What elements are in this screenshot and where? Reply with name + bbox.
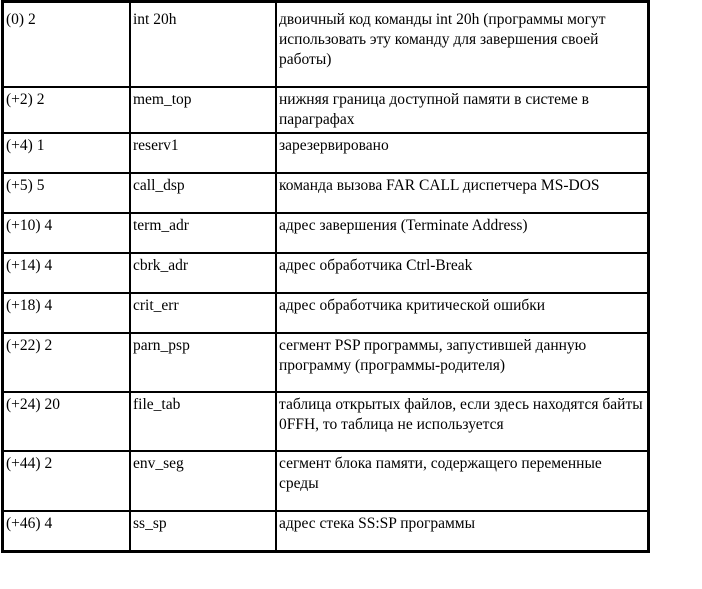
offset-cell: (+18) 4 xyxy=(3,293,130,333)
offset-cell: (+22) 2 xyxy=(3,333,130,392)
field-name-cell: env_seg xyxy=(130,451,276,511)
offset-cell: (+14) 4 xyxy=(3,253,130,293)
field-name-cell: parn_psp xyxy=(130,333,276,392)
offset-cell: (0) 2 xyxy=(3,2,130,87)
description-cell: адрес стека SS:SP программы xyxy=(276,511,648,551)
field-name-cell: file_tab xyxy=(130,392,276,451)
offset-cell: (+44) 2 xyxy=(3,451,130,511)
field-name-cell: call_dsp xyxy=(130,173,276,213)
description-cell: сегмент PSP программы, запустившей данную программу (программы-родителя) xyxy=(276,333,648,392)
table-row xyxy=(3,253,648,293)
table-row xyxy=(3,293,648,333)
table-row xyxy=(3,392,648,451)
description-cell: команда вызова FAR CALL диспетчера MS-DOS xyxy=(276,173,648,213)
table-row xyxy=(3,173,648,213)
description-cell: двоичный код команды int 20h (программы могут использовать эту команду для завершения своей работы) xyxy=(276,2,648,87)
description-cell: адрес обработчика критической ошибки xyxy=(276,293,648,333)
table-row xyxy=(3,2,648,87)
table-row xyxy=(3,451,648,511)
table-row xyxy=(3,213,648,253)
document-body xyxy=(1,0,650,553)
offset-cell: (+2) 2 xyxy=(3,87,130,133)
table-row xyxy=(3,333,648,392)
field-name-cell: cbrk_adr xyxy=(130,253,276,293)
psp-structure-table xyxy=(1,0,650,553)
description-cell: таблица открытых файлов, если здесь находятся байты 0FFH, то таблица не используется xyxy=(276,392,648,451)
offset-cell: (+5) 5 xyxy=(3,173,130,213)
offset-cell: (+24) 20 xyxy=(3,392,130,451)
description-cell: адрес обработчика Ctrl-Break xyxy=(276,253,648,293)
offset-cell: (+46) 4 xyxy=(3,511,130,551)
offset-cell: (+10) 4 xyxy=(3,213,130,253)
field-name-cell: crit_err xyxy=(130,293,276,333)
table-row xyxy=(3,511,648,551)
field-name-cell: mem_top xyxy=(130,87,276,133)
description-cell: зарезервировано xyxy=(276,133,648,173)
table-row xyxy=(3,87,648,133)
field-name-cell: ss_sp xyxy=(130,511,276,551)
table-row xyxy=(3,133,648,173)
description-cell: сегмент блока памяти, содержащего переменные среды xyxy=(276,451,648,511)
field-name-cell: term_adr xyxy=(130,213,276,253)
description-cell: адрес завершения (Terminate Address) xyxy=(276,213,648,253)
field-name-cell: int 20h xyxy=(130,2,276,87)
description-cell: нижняя граница доступной памяти в системе в параграфах xyxy=(276,87,648,133)
field-name-cell: reserv1 xyxy=(130,133,276,173)
offset-cell: (+4) 1 xyxy=(3,133,130,173)
